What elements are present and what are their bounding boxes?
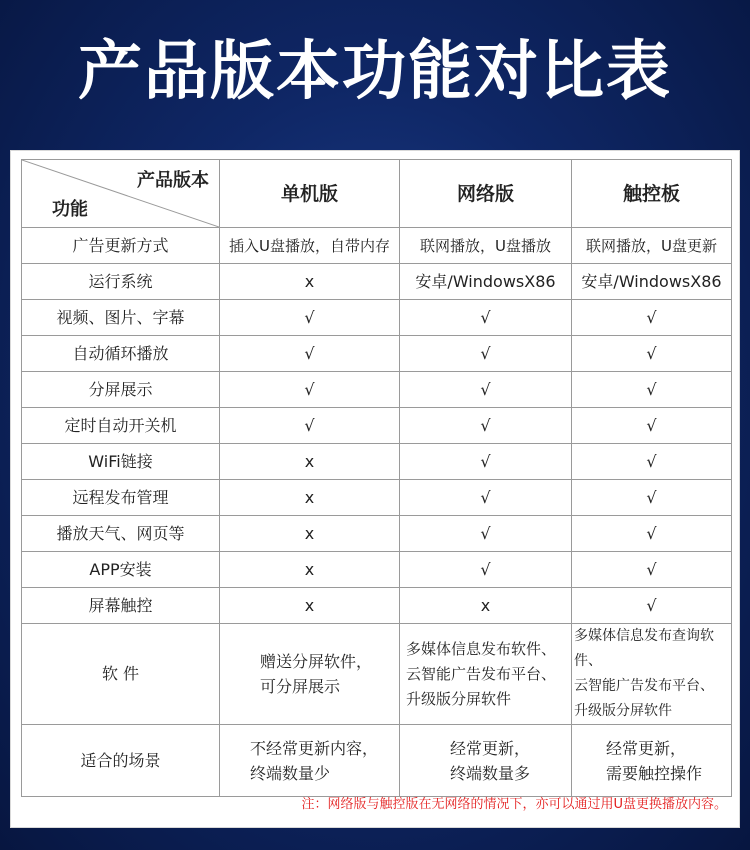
value-cell: √ bbox=[572, 588, 732, 624]
software-standalone-cell bbox=[220, 624, 400, 725]
value-cell: √ bbox=[572, 516, 732, 552]
table-row bbox=[22, 228, 732, 264]
value-cell: √ bbox=[400, 372, 572, 408]
cell-line: 经常更新， bbox=[450, 738, 531, 758]
cell-line: 升级版分屏软件 bbox=[406, 689, 512, 708]
cell-line: 云智能广告发布平台、 bbox=[574, 678, 714, 694]
feature-cell: 播放天气、网页等 bbox=[22, 516, 220, 552]
value-cell: √ bbox=[572, 444, 732, 480]
comparison-panel bbox=[10, 150, 740, 828]
feature-cell: 视频、图片、字幕 bbox=[22, 300, 220, 336]
value-cell: √ bbox=[220, 336, 400, 372]
table-row bbox=[22, 588, 732, 624]
software-network-cell bbox=[400, 624, 572, 725]
feature-cell: 分屏展示 bbox=[22, 372, 220, 408]
feature-cell: APP安装 bbox=[22, 552, 220, 588]
value-cell: x bbox=[220, 516, 400, 552]
cell-line: 终端数量少 bbox=[250, 763, 331, 783]
cell-line: 多媒体信息发布软件、 bbox=[406, 639, 557, 658]
table-row bbox=[22, 408, 732, 444]
cell-line: 不经常更新内容， bbox=[250, 738, 379, 758]
value-cell: √ bbox=[572, 372, 732, 408]
table-header-row bbox=[22, 160, 732, 228]
feature-cell: 远程发布管理 bbox=[22, 480, 220, 516]
cell-line: 终端数量多 bbox=[450, 763, 531, 783]
table-row bbox=[22, 372, 732, 408]
cell-line: 需要触控操作 bbox=[606, 763, 703, 783]
feature-cell: 适合的场景 bbox=[22, 725, 220, 797]
feature-cell: 自动循环播放 bbox=[22, 336, 220, 372]
table-row bbox=[22, 300, 732, 336]
cell-line: 升级版分屏软件 bbox=[574, 703, 672, 719]
scenario-standalone-cell bbox=[220, 725, 400, 797]
corner-cell bbox=[22, 160, 220, 228]
cell-line: 可分屏展示 bbox=[260, 677, 341, 696]
column-header-standalone: 单机版 bbox=[220, 160, 400, 228]
value-cell: √ bbox=[400, 336, 572, 372]
value-cell: √ bbox=[220, 408, 400, 444]
table-row bbox=[22, 516, 732, 552]
value-cell: √ bbox=[400, 408, 572, 444]
value-cell: √ bbox=[220, 300, 400, 336]
value-cell: √ bbox=[572, 336, 732, 372]
table-row bbox=[22, 480, 732, 516]
value-cell: √ bbox=[400, 480, 572, 516]
feature-cell: 屏幕触控 bbox=[22, 588, 220, 624]
table-row bbox=[22, 264, 732, 300]
feature-cell: 定时自动开关机 bbox=[22, 408, 220, 444]
value-cell: x bbox=[220, 480, 400, 516]
value-cell: x bbox=[220, 552, 400, 588]
table-row bbox=[22, 336, 732, 372]
value-cell: √ bbox=[220, 372, 400, 408]
table-row bbox=[22, 444, 732, 480]
value-cell: √ bbox=[400, 516, 572, 552]
value-cell: 安卓/WindowsX86 bbox=[572, 264, 732, 300]
value-cell: √ bbox=[572, 300, 732, 336]
cell-line: 多媒体信息发布查询软件、 bbox=[574, 628, 714, 669]
value-cell: √ bbox=[572, 480, 732, 516]
value-cell: x bbox=[220, 588, 400, 624]
value-cell: √ bbox=[400, 552, 572, 588]
value-cell: 联网播放，U盘播放 bbox=[400, 228, 572, 264]
value-cell: √ bbox=[400, 444, 572, 480]
value-cell: 安卓/WindowsX86 bbox=[400, 264, 572, 300]
cell-line: 云智能广告发布平台、 bbox=[406, 664, 557, 683]
cell-line: 赠送分屏软件， bbox=[260, 652, 373, 671]
value-cell: √ bbox=[572, 408, 732, 444]
software-row bbox=[22, 624, 732, 725]
feature-cell: 运行系统 bbox=[22, 264, 220, 300]
feature-cell: 软 件 bbox=[22, 624, 220, 725]
column-header-network: 网络版 bbox=[400, 160, 572, 228]
scenario-network-cell bbox=[400, 725, 572, 797]
value-cell: √ bbox=[400, 300, 572, 336]
table-row bbox=[22, 552, 732, 588]
feature-cell: 广告更新方式 bbox=[22, 228, 220, 264]
column-header-touch: 触控板 bbox=[572, 160, 732, 228]
value-cell: x bbox=[400, 588, 572, 624]
page-title: 产品版本功能对比表 bbox=[78, 35, 672, 109]
scenario-row bbox=[22, 725, 732, 797]
value-cell: 插入U盘播放，自带内存 bbox=[220, 228, 400, 264]
value-cell: 联网播放，U盘更新 bbox=[572, 228, 732, 264]
scenario-touch-cell bbox=[572, 725, 732, 797]
value-cell: √ bbox=[572, 552, 732, 588]
footnote: 注：网络版与触控版在无网络的情况下，亦可以通过用U盘更换播放内容。 bbox=[301, 797, 727, 812]
corner-bottom-label: 功能 bbox=[52, 199, 88, 220]
software-touch-cell bbox=[572, 624, 732, 725]
value-cell: x bbox=[220, 444, 400, 480]
comparison-table bbox=[21, 159, 732, 797]
feature-cell: WiFi链接 bbox=[22, 444, 220, 480]
value-cell: x bbox=[220, 264, 400, 300]
corner-top-label: 产品版本 bbox=[137, 170, 209, 191]
cell-line: 经常更新， bbox=[606, 738, 687, 758]
